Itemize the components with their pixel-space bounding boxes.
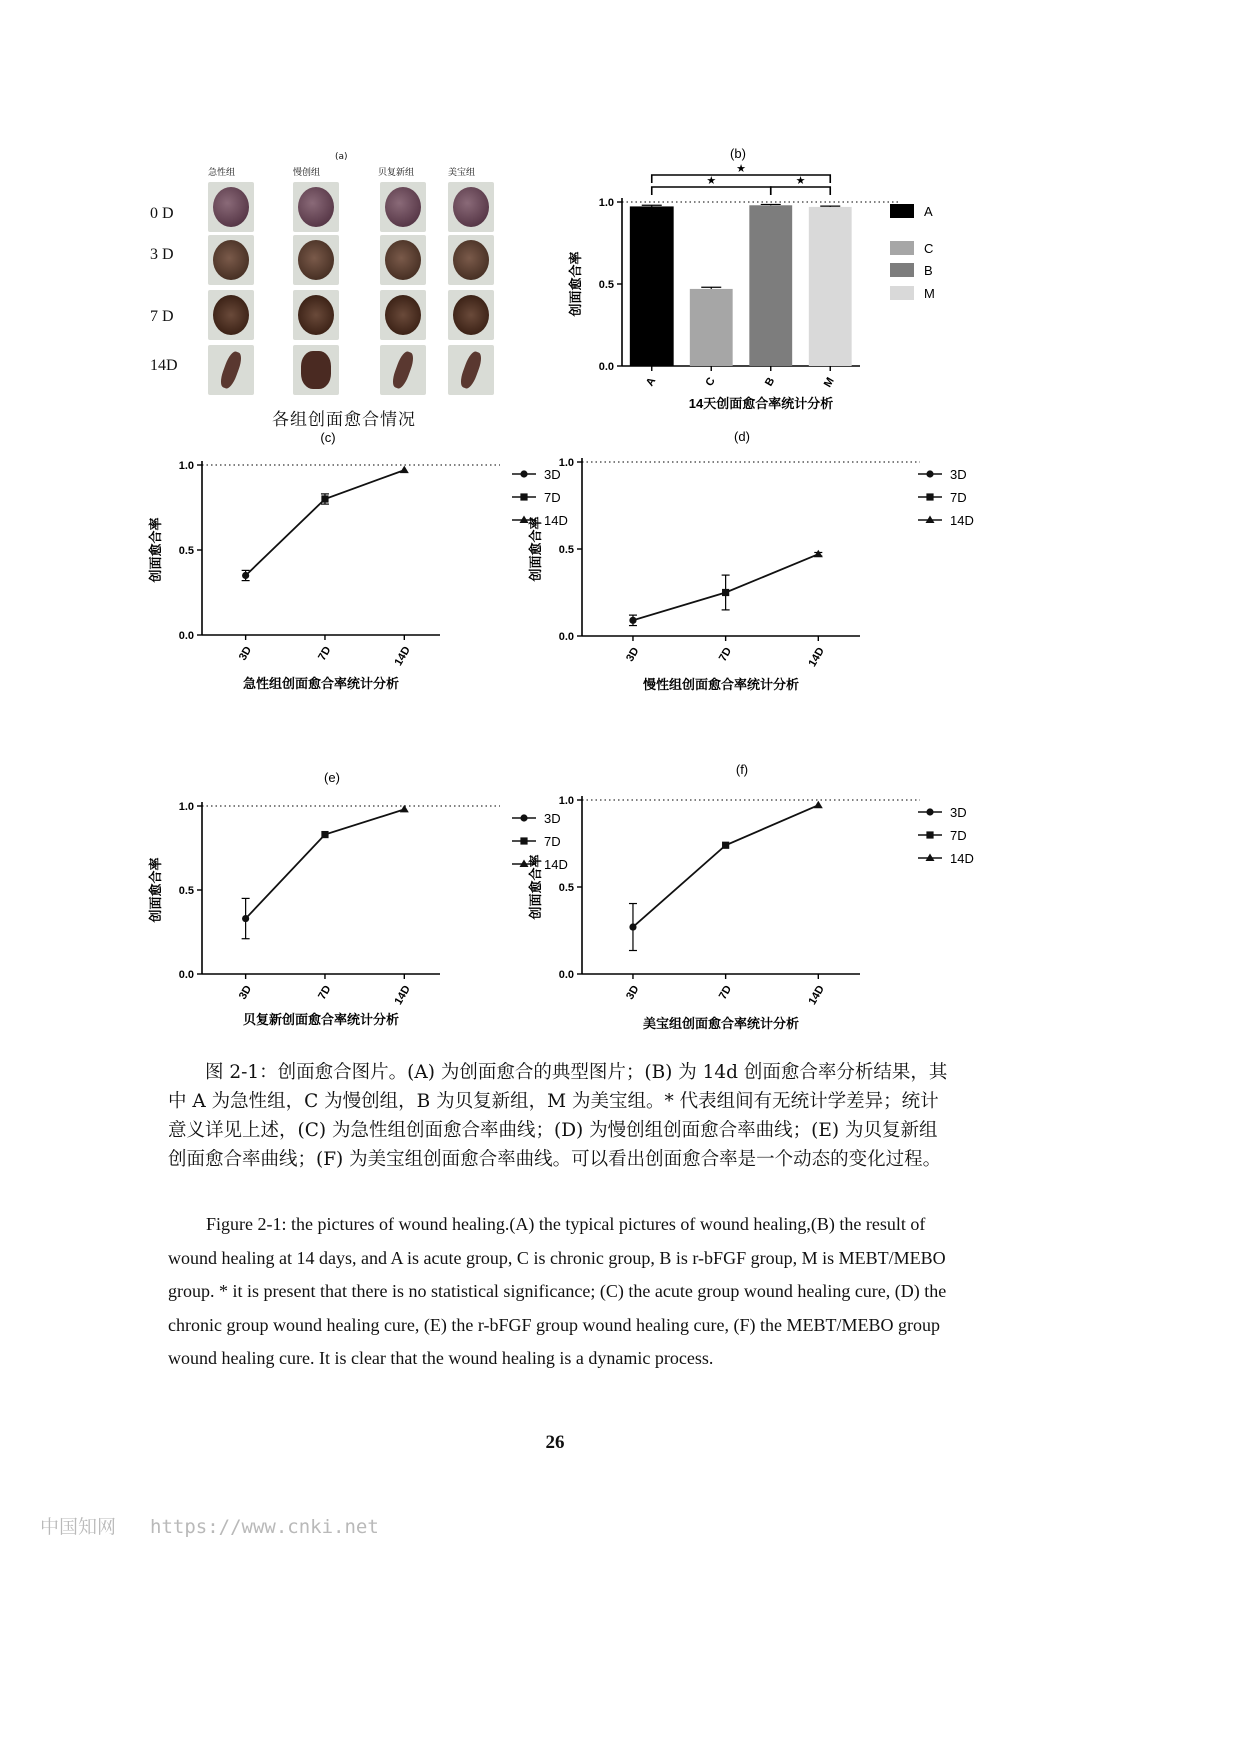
series-line <box>633 805 818 927</box>
chart-title: 14天创面愈合率统计分析 <box>688 396 834 411</box>
x-tick-label: 3D <box>236 644 255 663</box>
legend-marker <box>926 470 933 477</box>
wound-photo <box>293 345 339 395</box>
y-axis-label: 创面愈合率 <box>148 857 163 923</box>
data-point <box>242 572 249 579</box>
chart-e <box>150 768 580 1033</box>
chart-title: 美宝组创面愈合率统计分析 <box>642 1016 800 1031</box>
wound-photo <box>380 345 426 395</box>
chart-title: 急性组创面愈合率统计分析 <box>242 676 400 691</box>
legend-label: 14D <box>950 851 974 866</box>
data-point <box>722 589 729 596</box>
legend-marker <box>520 470 527 477</box>
wound-photo <box>448 235 494 285</box>
chart-f <box>528 760 980 1035</box>
legend-label: C <box>924 241 934 256</box>
watermark-site: 中国知网 <box>40 1516 117 1538</box>
bar <box>630 207 673 366</box>
legend-label: 3D <box>950 805 967 820</box>
legend-swatch <box>890 286 914 300</box>
legend-swatch <box>890 263 914 277</box>
y-axis-label: 创面愈合率 <box>528 854 543 920</box>
x-tick-label: B <box>762 375 778 389</box>
caption-chinese: 图 2-1：创面愈合图片。(A) 为创面愈合的典型图片；(B) 为 14d 创面愈合率分析结果，其中 A 为急性组，C 为慢创组，B 为贝复新组，M 为美宝组。* 代表组间有无统计学差异；统计意义详见上述，(C) 为急性组创面愈合率曲线；(D) 为慢创组创面愈合率曲线；(E) 为贝复新组创面愈合率曲线；(F) 为美宝组创面愈合率曲线。可以看出创面愈合率是一个动态的变化过程。 <box>168 1062 948 1170</box>
bar <box>749 205 792 366</box>
legend-label: 7D <box>544 834 561 849</box>
data-point <box>629 923 636 930</box>
column-label: 贝复新组 <box>378 168 415 178</box>
y-tick-label: 1.0 <box>558 795 574 807</box>
chart-label: (b) <box>730 146 746 161</box>
y-tick-label: 0.0 <box>178 630 194 642</box>
x-tick-label: 7D <box>716 983 735 1002</box>
legend-label: A <box>924 204 933 219</box>
legend-label: 7D <box>544 490 561 505</box>
legend-label: 14D <box>950 513 974 528</box>
column-label: 美宝组 <box>448 168 476 178</box>
y-tick-label: 0.5 <box>178 885 194 897</box>
x-tick-label: A <box>643 375 659 389</box>
significance-bracket <box>771 187 831 195</box>
y-tick-label: 0.0 <box>598 361 614 373</box>
y-tick-label: 1.0 <box>558 457 574 469</box>
x-tick-label: 7D <box>316 644 334 663</box>
wound-photo <box>380 182 426 232</box>
y-axis-label: 创面愈合率 <box>568 251 583 317</box>
wound-photo <box>208 182 254 232</box>
wound-photo <box>208 235 254 285</box>
row-label: 14D <box>150 357 178 374</box>
y-tick-label: 1.0 <box>178 801 194 813</box>
x-tick-label: M <box>821 375 837 390</box>
bar <box>690 289 733 366</box>
x-tick-label: C <box>703 375 718 389</box>
watermark <box>40 1512 379 1539</box>
data-point <box>814 801 823 809</box>
legend-label: 3D <box>544 811 561 826</box>
legend-marker <box>926 831 933 838</box>
significance-bracket <box>652 187 771 195</box>
chart-label: (e) <box>324 770 340 785</box>
wound-photo <box>448 345 494 395</box>
legend-marker <box>926 808 933 815</box>
data-point <box>629 617 636 624</box>
significance-star: ★ <box>706 175 717 187</box>
x-tick-label: 3D <box>624 983 642 1002</box>
legend-label: M <box>924 286 935 301</box>
x-tick-label: 14D <box>392 644 413 668</box>
y-tick-label: 0.5 <box>178 545 194 557</box>
wound-photo <box>448 182 494 232</box>
y-axis-label: 创面愈合率 <box>528 516 543 582</box>
panel-a-label: (a) <box>335 152 348 162</box>
wound-photo <box>293 290 339 340</box>
y-tick-label: 0.5 <box>598 279 614 291</box>
wound-photo <box>293 182 339 232</box>
chart-title: 贝复新创面愈合率统计分析 <box>242 1012 400 1027</box>
legend-label: 3D <box>544 467 561 482</box>
legend-label: 7D <box>950 490 967 505</box>
y-tick-label: 0.0 <box>558 969 574 981</box>
y-tick-label: 1.0 <box>178 460 194 472</box>
chart-c <box>150 430 580 700</box>
column-label: 急性组 <box>208 168 236 178</box>
x-tick-label: 7D <box>316 983 334 1002</box>
series-line <box>246 809 405 918</box>
y-axis-label: 创面愈合率 <box>148 517 163 583</box>
x-tick-label: 14D <box>806 983 827 1007</box>
x-tick-label: 3D <box>624 645 642 664</box>
x-tick-label: 14D <box>806 645 827 669</box>
bar <box>809 207 852 366</box>
legend-label: 14D <box>544 857 568 872</box>
page-number: 26 <box>545 1432 565 1453</box>
wound-photo <box>380 290 426 340</box>
wound-photo <box>448 290 494 340</box>
chart-label: (f) <box>735 762 749 777</box>
y-tick-label: 1.0 <box>598 197 614 209</box>
significance-star: ★ <box>736 163 746 175</box>
legend-swatch <box>890 241 914 255</box>
chart-label: (d) <box>734 429 750 444</box>
series-line <box>246 470 405 575</box>
chart-b <box>560 140 980 470</box>
y-tick-label: 0.5 <box>558 544 574 556</box>
row-label: 7 D <box>150 308 174 325</box>
chart-label: (c) <box>320 430 336 445</box>
row-label: 3 D <box>150 246 174 263</box>
significance-star: ★ <box>795 175 806 187</box>
wound-photo <box>208 345 254 395</box>
legend-marker <box>520 493 527 500</box>
legend-marker <box>520 837 527 844</box>
wound-photo <box>293 235 339 285</box>
y-tick-label: 0.5 <box>558 882 574 894</box>
legend-label: B <box>924 263 933 278</box>
legend-marker <box>520 814 527 821</box>
chart-d <box>528 425 980 700</box>
legend-label: 14D <box>544 513 568 528</box>
data-point <box>722 842 729 849</box>
legend-swatch <box>890 204 914 218</box>
legend-label: 3D <box>950 467 967 482</box>
data-point <box>321 831 328 838</box>
chart-title: 慢性组创面愈合率统计分析 <box>642 677 800 692</box>
row-label: 0 D <box>150 205 174 222</box>
x-tick-label: 14D <box>392 983 413 1007</box>
data-point <box>814 550 823 558</box>
wound-photo <box>208 290 254 340</box>
watermark-url: https://www.cnki.net <box>150 1516 379 1538</box>
data-point <box>400 466 409 474</box>
legend-label: 7D <box>950 828 967 843</box>
caption-english: Figure 2-1: the pictures of wound healing.(A) the typical pictures of wound healing,(B) the result of wound healing at 14 days, and A is acute group, C is chronic group, B is r-bFGF group, M is MEBT/MEBO group. * it is present that there is no statistical significance; (C) the acute group wound healing cure, (D) the chronic group wound healing cure, (E) the r-bFGF group wound healing cure, (F) the MEBT/MEBO group wound healing cure. It is clear that the wound healing is a dynamic process. <box>168 1214 947 1368</box>
y-tick-label: 0.0 <box>178 969 194 981</box>
y-tick-label: 0.0 <box>558 631 574 643</box>
panel-a-title: 各组创面愈合情况 <box>272 410 416 430</box>
wound-photo <box>380 235 426 285</box>
legend-marker <box>926 493 933 500</box>
x-tick-label: 3D <box>236 983 255 1002</box>
data-point <box>321 495 328 502</box>
data-point <box>242 915 249 922</box>
column-label: 慢创组 <box>293 168 321 178</box>
x-tick-label: 7D <box>716 645 735 664</box>
